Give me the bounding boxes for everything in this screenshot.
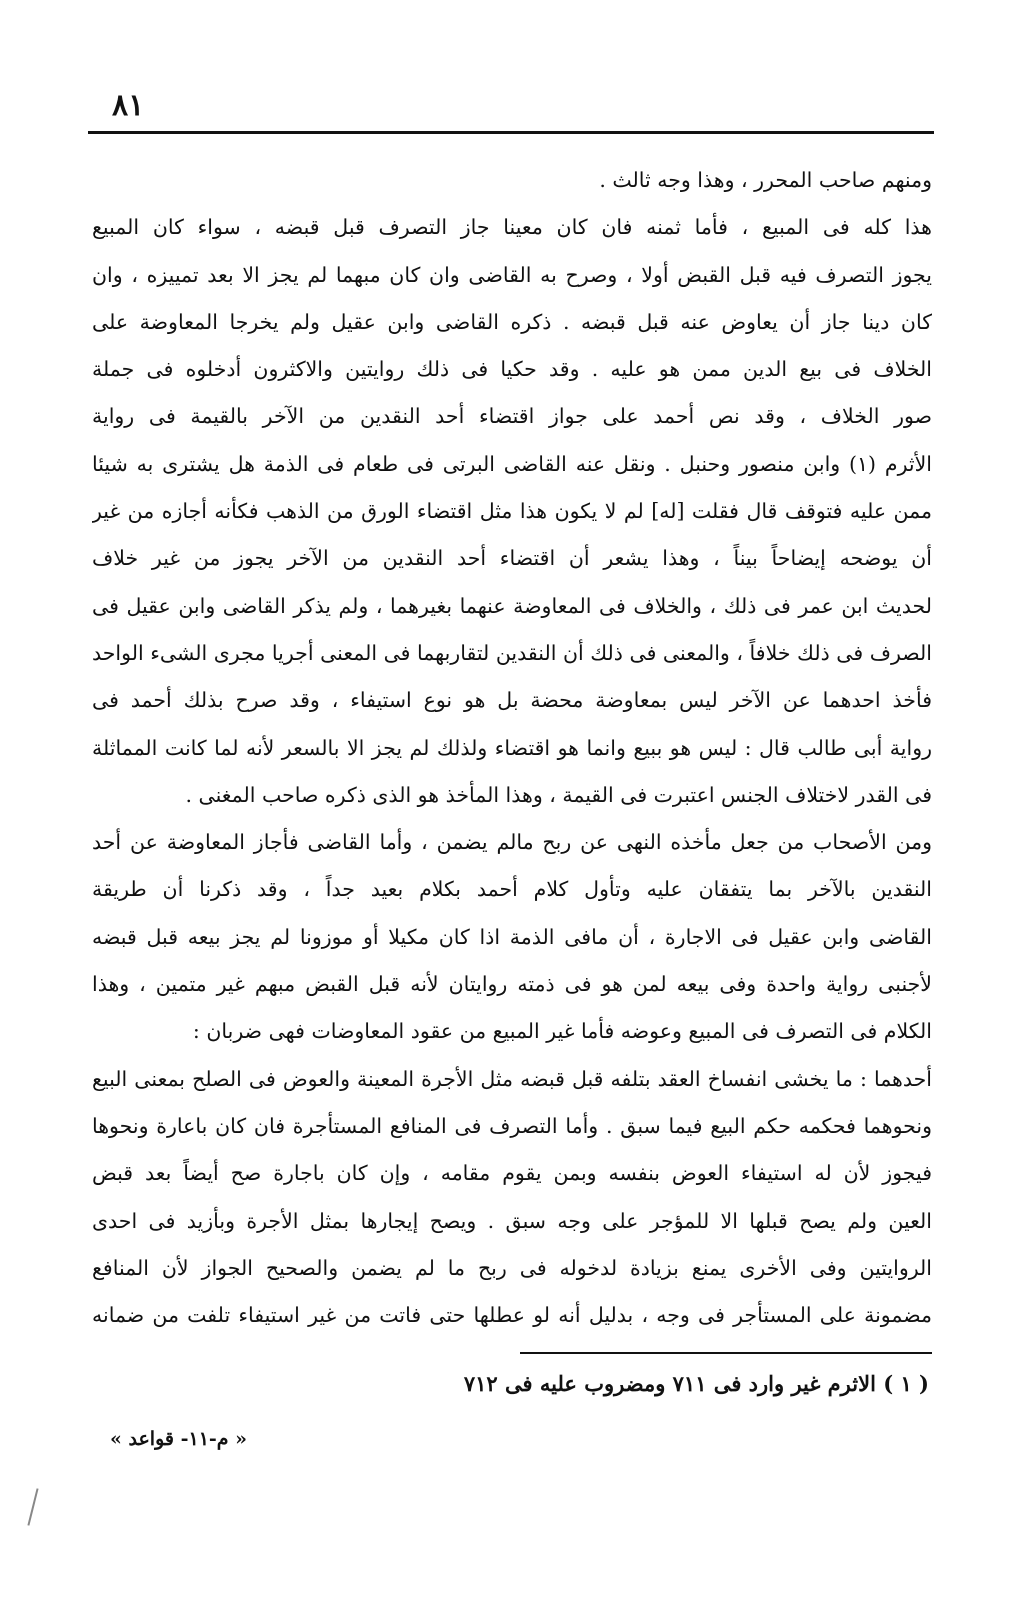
scan-mark (27, 1488, 38, 1525)
body-line: رواية أبى طالب قال : ليس هو ببيع وانما هو اقتضاء ولذلك لم يجز الا بالسعر لأنه لما كانت المماثلة (92, 735, 932, 760)
body-line: الأثرم (١) وابن منصور وحنبل . ونقل عنه القاضى البرتى فى طعام فى الذمة هل يشترى به شيئا (92, 451, 932, 476)
page-number: ٨١ (112, 88, 145, 123)
body-line: أن يوضحه إيضاحاً بيناً ، وهذا يشعر أن اقتضاء أحد النقدين من الآخر يجوز من غير خلاف (92, 546, 932, 571)
body-line: هذا كله فى المبيع ، فأما ثمنه فان كان معينا جاز التصرف قبل قبضه ، سواء كان المبيع (92, 215, 932, 240)
header-rule (88, 131, 934, 134)
body-line: ومن الأصحاب من جعل مأخذه النهى عن ربح مالم يضمن ، وأما القاضى فأجاز المعاوضة عن أحد (92, 830, 932, 855)
footnote: ( ١ ) الاثرم غير وارد فى ٧١١ ومضروب عليه فى ٧١٢ (463, 1371, 929, 1396)
body-line: أحدهما : ما يخشى انفساخ العقد بتلفه قبل قبضه مثل الأجرة المعينة والعوض فى الصلح بمعنى البيع (92, 1066, 932, 1091)
body-line: صور الخلاف ، وقد نص أحمد على جواز اقتضاء أحد النقدين من الآخر بالقيمة فى رواية (92, 404, 932, 429)
footnote-rule (520, 1352, 932, 1354)
body-line: القاضى وابن عقيل فى الاجارة ، أن مافى الذمة اذا كان مكيلا أو موزونا لم يجز بيعه قبل قبضه (92, 924, 932, 949)
body-line: ومنهم صاحب المحرر ، وهذا وجه ثالث . (599, 168, 932, 192)
signature-mark: « م-١١- قواعد » (110, 1428, 248, 1450)
body-line: فأخذ احدهما عن الآخر ليس بمعاوضة محضة بل هو نوع استيفاء ، وقد صرح بذلك أحمد فى (92, 688, 932, 713)
body-line: لحديث ابن عمر فى ذلك ، والخلاف فى المعاوضة عنهما بغيرهما ، ولم يذكر القاضى وابن عقيل فى (92, 593, 932, 618)
body-text (92, 157, 932, 1339)
body-line: الصرف فى ذلك خلافاً ، والمعنى فى ذلك أن النقدين لتقاربهما فى المعنى أجريا مجرى الشىء الواحد (92, 640, 932, 665)
body-line: الخلاف فى بيع الدين ممن هو عليه . وقد حكيا فى ذلك روايتين والاكثرون أدخلوه فى جملة (92, 357, 932, 382)
body-line: العين ولم يصح قبلها الا للمؤجر على وجه سبق . ويصح إيجارها بمثل الأجرة وبأزيد فى احدى (92, 1208, 932, 1233)
body-line: ممن عليه فتوقف قال فقلت [له] لم لا يكون هذا مثل اقتضاء الورق من الذهب فكأنه أجازه من غير (92, 499, 932, 524)
body-line: الكلام فى التصرف فى المبيع وعوضه فأما غير المبيع من عقود المعاوضات فهى ضربان : (192, 1019, 932, 1044)
body-line: النقدين بالآخر بما يتفقان عليه وتأول كلام أحمد بكلام بعيد جداً ، وقد ذكرنا أن طريقة (92, 877, 932, 902)
body-line: يجوز التصرف فيه قبل القبض أولا ، وصرح به القاضى وان كان مبهما لم يجز الا بعد تمييزه ، وان (92, 262, 932, 287)
body-line: مضمونة على المستأجر فى وجه ، بدليل أنه لو عطلها حتى فاتت من غير استيفاء تلفت من ضمانه (92, 1303, 932, 1328)
body-line: كان دينا جاز أن يعاوض عنه قبل قبضه . ذكره القاضى وابن عقيل ولم يخرجا المعاوضة على (92, 309, 932, 334)
body-line: لأجنبى رواية واحدة وفى بيعه لمن هو فى ذمته روايتان لأنه قبل القبض مبهم غير متمين ، وهذا (92, 972, 932, 997)
body-line: الروايتين وفى الأخرى يمنع بزيادة لدخوله فى ربح ما لم يضمن والصحيح الجواز لأن المنافع (92, 1255, 932, 1280)
body-line: ونحوهما فحكمه حكم البيع فيما سبق . وأما التصرف فى المنافع المستأجرة فان كان باعارة ونحوها (92, 1113, 932, 1138)
body-line: فى القدر لاختلاف الجنس اعتبرت فى القيمة ، وهذا المأخذ هو الذى ذكره صاحب المغنى . (185, 782, 932, 807)
body-line: فيجوز لأن له استيفاء العوض بنفسه وبمن يقوم مقامه ، وإن كان باجارة صح أيضاً بعد قبض (92, 1161, 932, 1186)
